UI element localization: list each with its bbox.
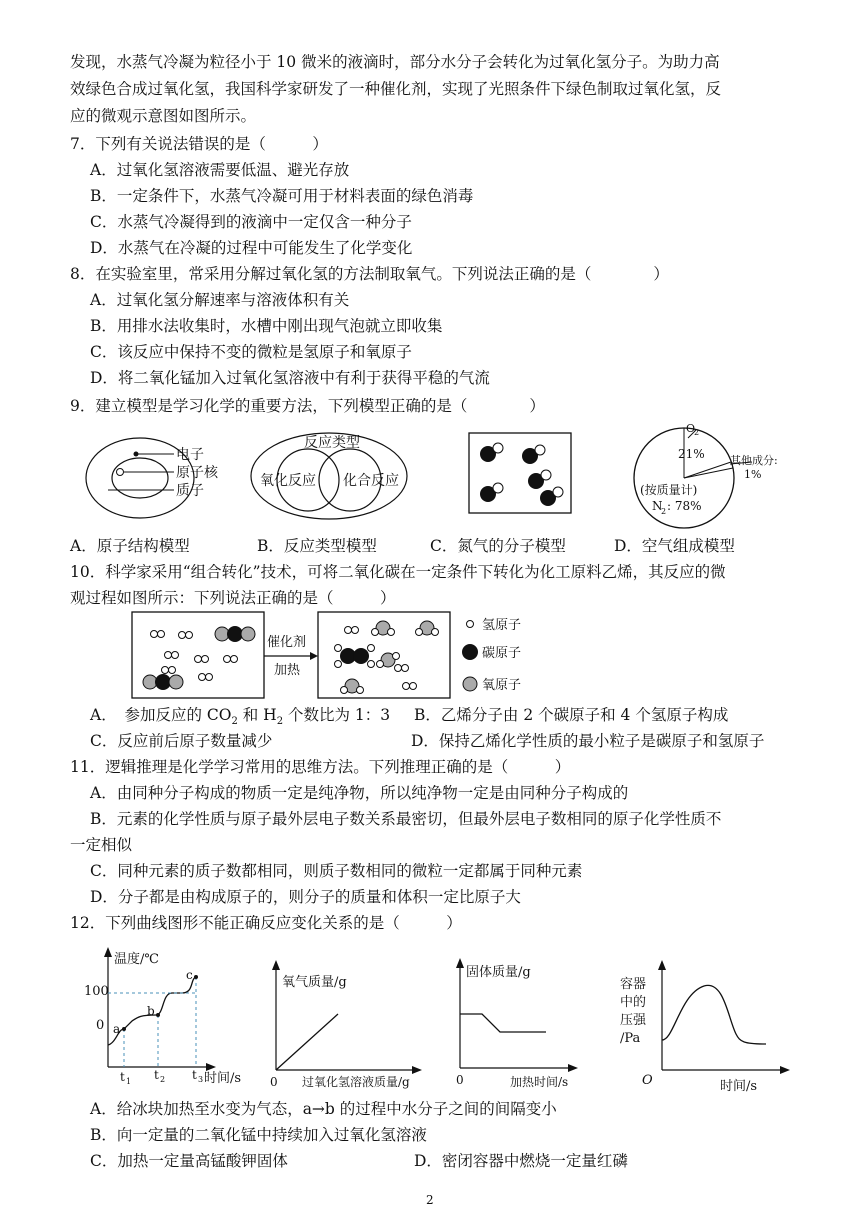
legend-carbon-icon <box>462 644 478 660</box>
graph-d-ylabel-2: 中的 <box>620 995 647 1010</box>
graph-b-xlabel: 过氧化氢溶液质量/g <box>302 1075 410 1089</box>
q7-option-b: B．一定条件下，水蒸气冷凝可用于材料表面的绿色消毒 <box>90 187 474 205</box>
page-number: 2 <box>426 1193 434 1207</box>
graph-b-origin: 0 <box>270 1075 278 1089</box>
graph-d-origin: O <box>642 1073 653 1088</box>
pie-n2-percent: : 78% <box>667 499 702 513</box>
graph-d-ylabel-4: /Pa <box>620 1031 641 1046</box>
graph-a-t3-sub: 3 <box>198 1075 204 1084</box>
graph-c-solid-mass <box>452 958 592 1092</box>
graph-d-ylabel-1: 容器 <box>620 977 647 992</box>
graph-d-xlabel: 时间/s <box>720 1079 758 1092</box>
nitrogen-molecule-box <box>468 432 574 516</box>
graph-a-temperature <box>82 945 252 1090</box>
q9-option-c: C．氮气的分子模型 <box>430 537 566 555</box>
condition-catalyst: 催化剂 <box>267 635 307 650</box>
q8-stem: 8．在实验室里，常采用分解过氧化氢的方法制取氧气。下列说法正确的是（ ） <box>70 265 669 283</box>
legend-carbon: 碳原子 <box>482 646 522 661</box>
q11-option-b-cont: 一定相似 <box>70 836 133 854</box>
q10-stem: 10．科学家采用“组合转化”技术，可将二氧化碳在一定条件下转化为化工原料乙烯，其反应的微 <box>70 563 726 581</box>
q11-option-b: B．元素的化学性质与原子最外层电子数关系最密切，但最外层电子数相同的原子化学性质不 <box>90 810 722 828</box>
q10-option-b: B．乙烯分子由 2 个碳原子和 4 个氢原子构成 <box>414 706 729 724</box>
graph-c-ylabel: 固体质量/g <box>466 965 531 980</box>
molecule-pair <box>480 483 503 502</box>
q8-option-d: D．将二氧化锰加入过氧化氢溶液中有利于获得平稳的气流 <box>90 369 490 387</box>
q12-stem: 12．下列曲线图形不能正确反应变化关系的是（ ） <box>70 914 462 932</box>
atom-model-figure <box>78 432 248 522</box>
graph-a-xlabel: 时间/s <box>204 1071 242 1086</box>
graph-a-point-c: c <box>186 968 193 982</box>
q7-option-d: D．水蒸气在冷凝的过程中可能发生了化学变化 <box>90 239 413 257</box>
q11-option-a: A．由同种分子构成的物质一定是纯净物，所以纯净物一定是由同种分子构成的 <box>90 784 629 802</box>
graph-c-origin: 0 <box>456 1073 464 1087</box>
q9-stem: 9．建立模型是学习化学的重要方法，下列模型正确的是（ ） <box>70 397 545 415</box>
legend-oxygen-icon <box>463 677 477 691</box>
water-molecule <box>416 621 439 636</box>
q7-option-a: A．过氧化氢溶液需要低温、避光存放 <box>90 161 350 179</box>
graph-c-line <box>460 1014 546 1032</box>
graph-d-ylabel-3: 压强 <box>620 1013 647 1028</box>
graph-a-point-a: a <box>113 1022 121 1036</box>
condition-heat: 加热 <box>274 663 301 678</box>
graph-c-xlabel: 加热时间/s <box>510 1075 569 1089</box>
reaction-type-venn <box>248 430 410 522</box>
water-molecule <box>372 621 395 636</box>
atom-inner-ellipse <box>112 458 168 498</box>
q8-option-c: C．该反应中保持不变的微粒是氢原子和氧原子 <box>90 343 412 361</box>
q12-option-c: C．加热一定量高锰酸钾固体 <box>90 1152 288 1170</box>
q9-option-d: D．空气组成模型 <box>614 537 735 555</box>
graph-d-curve <box>662 985 766 1044</box>
graph-a-t2: t <box>154 1068 159 1082</box>
graph-a-t1: t <box>120 1070 125 1084</box>
q9-option-a: A．原子结构模型 <box>70 537 190 555</box>
intro-line-2: 效绿色合成过氧化氢，我国科学家研发了一种催化剂，实现了光照条件下绿色制取过氧化氢，反 <box>70 80 722 98</box>
venn-left-label: 氧化反应 <box>260 473 316 489</box>
graph-b-oxygen-mass <box>266 958 436 1092</box>
q11-option-c: C．同种元素的质子数都相同，则质子数相同的微粒一定都属于同种元素 <box>90 862 583 880</box>
q11-stem: 11．逻辑推理是化学学习常用的思维方法。下列推理正确的是（ ） <box>70 758 571 776</box>
pie-n2-label: N <box>652 499 663 513</box>
pie-other-percent: 1% <box>744 468 762 481</box>
atom-label-nucleus: 原子核 <box>176 465 218 481</box>
graph-a-y0: 0 <box>96 1018 105 1033</box>
pie-o2-label: O <box>686 422 696 435</box>
q12-option-d: D．密闭容器中燃烧一定量红磷 <box>414 1152 628 1170</box>
air-composition-pie <box>618 420 818 532</box>
q9-option-b: B．反应类型模型 <box>257 537 377 555</box>
molecule-pair <box>480 443 503 462</box>
graph-a-point-b: b <box>147 1004 155 1018</box>
pie-note: (按质量计) <box>640 483 698 497</box>
q7-option-c: C．水蒸气冷凝得到的液滴中一定仅含一种分子 <box>90 213 412 231</box>
venn-right-label: 化合反应 <box>343 473 399 489</box>
molecule-pair <box>528 470 551 489</box>
venn-title: 反应类型 <box>304 435 360 451</box>
graph-a-t1-sub: 1 <box>126 1077 132 1086</box>
atom-label-electron: 电子 <box>176 447 204 463</box>
legend-hydrogen-icon <box>467 621 474 628</box>
q7-stem: 7．下列有关说法错误的是（ ） <box>70 135 328 153</box>
water-molecule <box>341 679 364 694</box>
graph-d-pressure <box>612 958 802 1092</box>
pie-n2-sub: 2 <box>661 507 667 516</box>
graph-a-y100: 100 <box>84 984 109 999</box>
q10-option-a: A． 参加反应的 $CO_2$ 和 $H_2$ 个数比为 1：3 <box>90 706 391 728</box>
q11-option-d: D．分子都是由构成原子的，则分子的质量和体积一定比原子大 <box>90 888 521 906</box>
co2-molecule <box>215 626 255 642</box>
legend-hydrogen: 氢原子 <box>482 618 522 633</box>
pie-other-label: 其他成分: <box>730 454 778 467</box>
reaction-process-figure <box>130 610 540 702</box>
nucleus-dot <box>117 469 124 476</box>
ethylene-molecule <box>335 645 375 668</box>
co2-molecule <box>143 674 183 690</box>
pie-o2-sub: 2 <box>694 428 700 437</box>
graph-a-t2-sub: 2 <box>160 1075 166 1084</box>
q10-option-c: C．反应前后原子数量减少 <box>90 732 273 750</box>
q8-option-b: B．用排水法收集时，水槽中刚出现气泡就立即收集 <box>90 317 443 335</box>
q12-option-a: A．给冰块加热至水变为气态，a→b 的过程中水分子之间的间隔变小 <box>90 1100 557 1118</box>
intro-line-3: 应的微观示意图如图所示。 <box>70 107 257 125</box>
graph-b-ylabel: 氧气质量/g <box>282 975 347 990</box>
q10-option-d: D．保持乙烯化学性质的最小粒子是碳原子和氢原子 <box>411 732 765 750</box>
atom-label-proton: 质子 <box>176 483 204 499</box>
q8-option-a: A．过氧化氢分解速率与溶液体积有关 <box>90 291 350 309</box>
graph-b-line <box>276 1014 338 1070</box>
legend-oxygen: 氧原子 <box>482 678 522 693</box>
q12-option-b: B．向一定量的二氧化锰中持续加入过氧化氢溶液 <box>90 1126 427 1144</box>
molecule-pair <box>522 445 545 464</box>
q10-stem-2: 观过程如图所示：下列说法正确的是（ ） <box>70 589 396 607</box>
intro-line-1: 发现，水蒸气冷凝为粒径小于 10 微米的液滴时，部分水分子会转化为过氧化氢分子。为助力高 <box>70 53 720 71</box>
molecule-pair <box>540 487 563 506</box>
graph-a-t3: t <box>192 1068 197 1082</box>
graph-a-ylabel: 温度/℃ <box>114 952 159 967</box>
pie-o2-percent: 21% <box>678 447 705 461</box>
